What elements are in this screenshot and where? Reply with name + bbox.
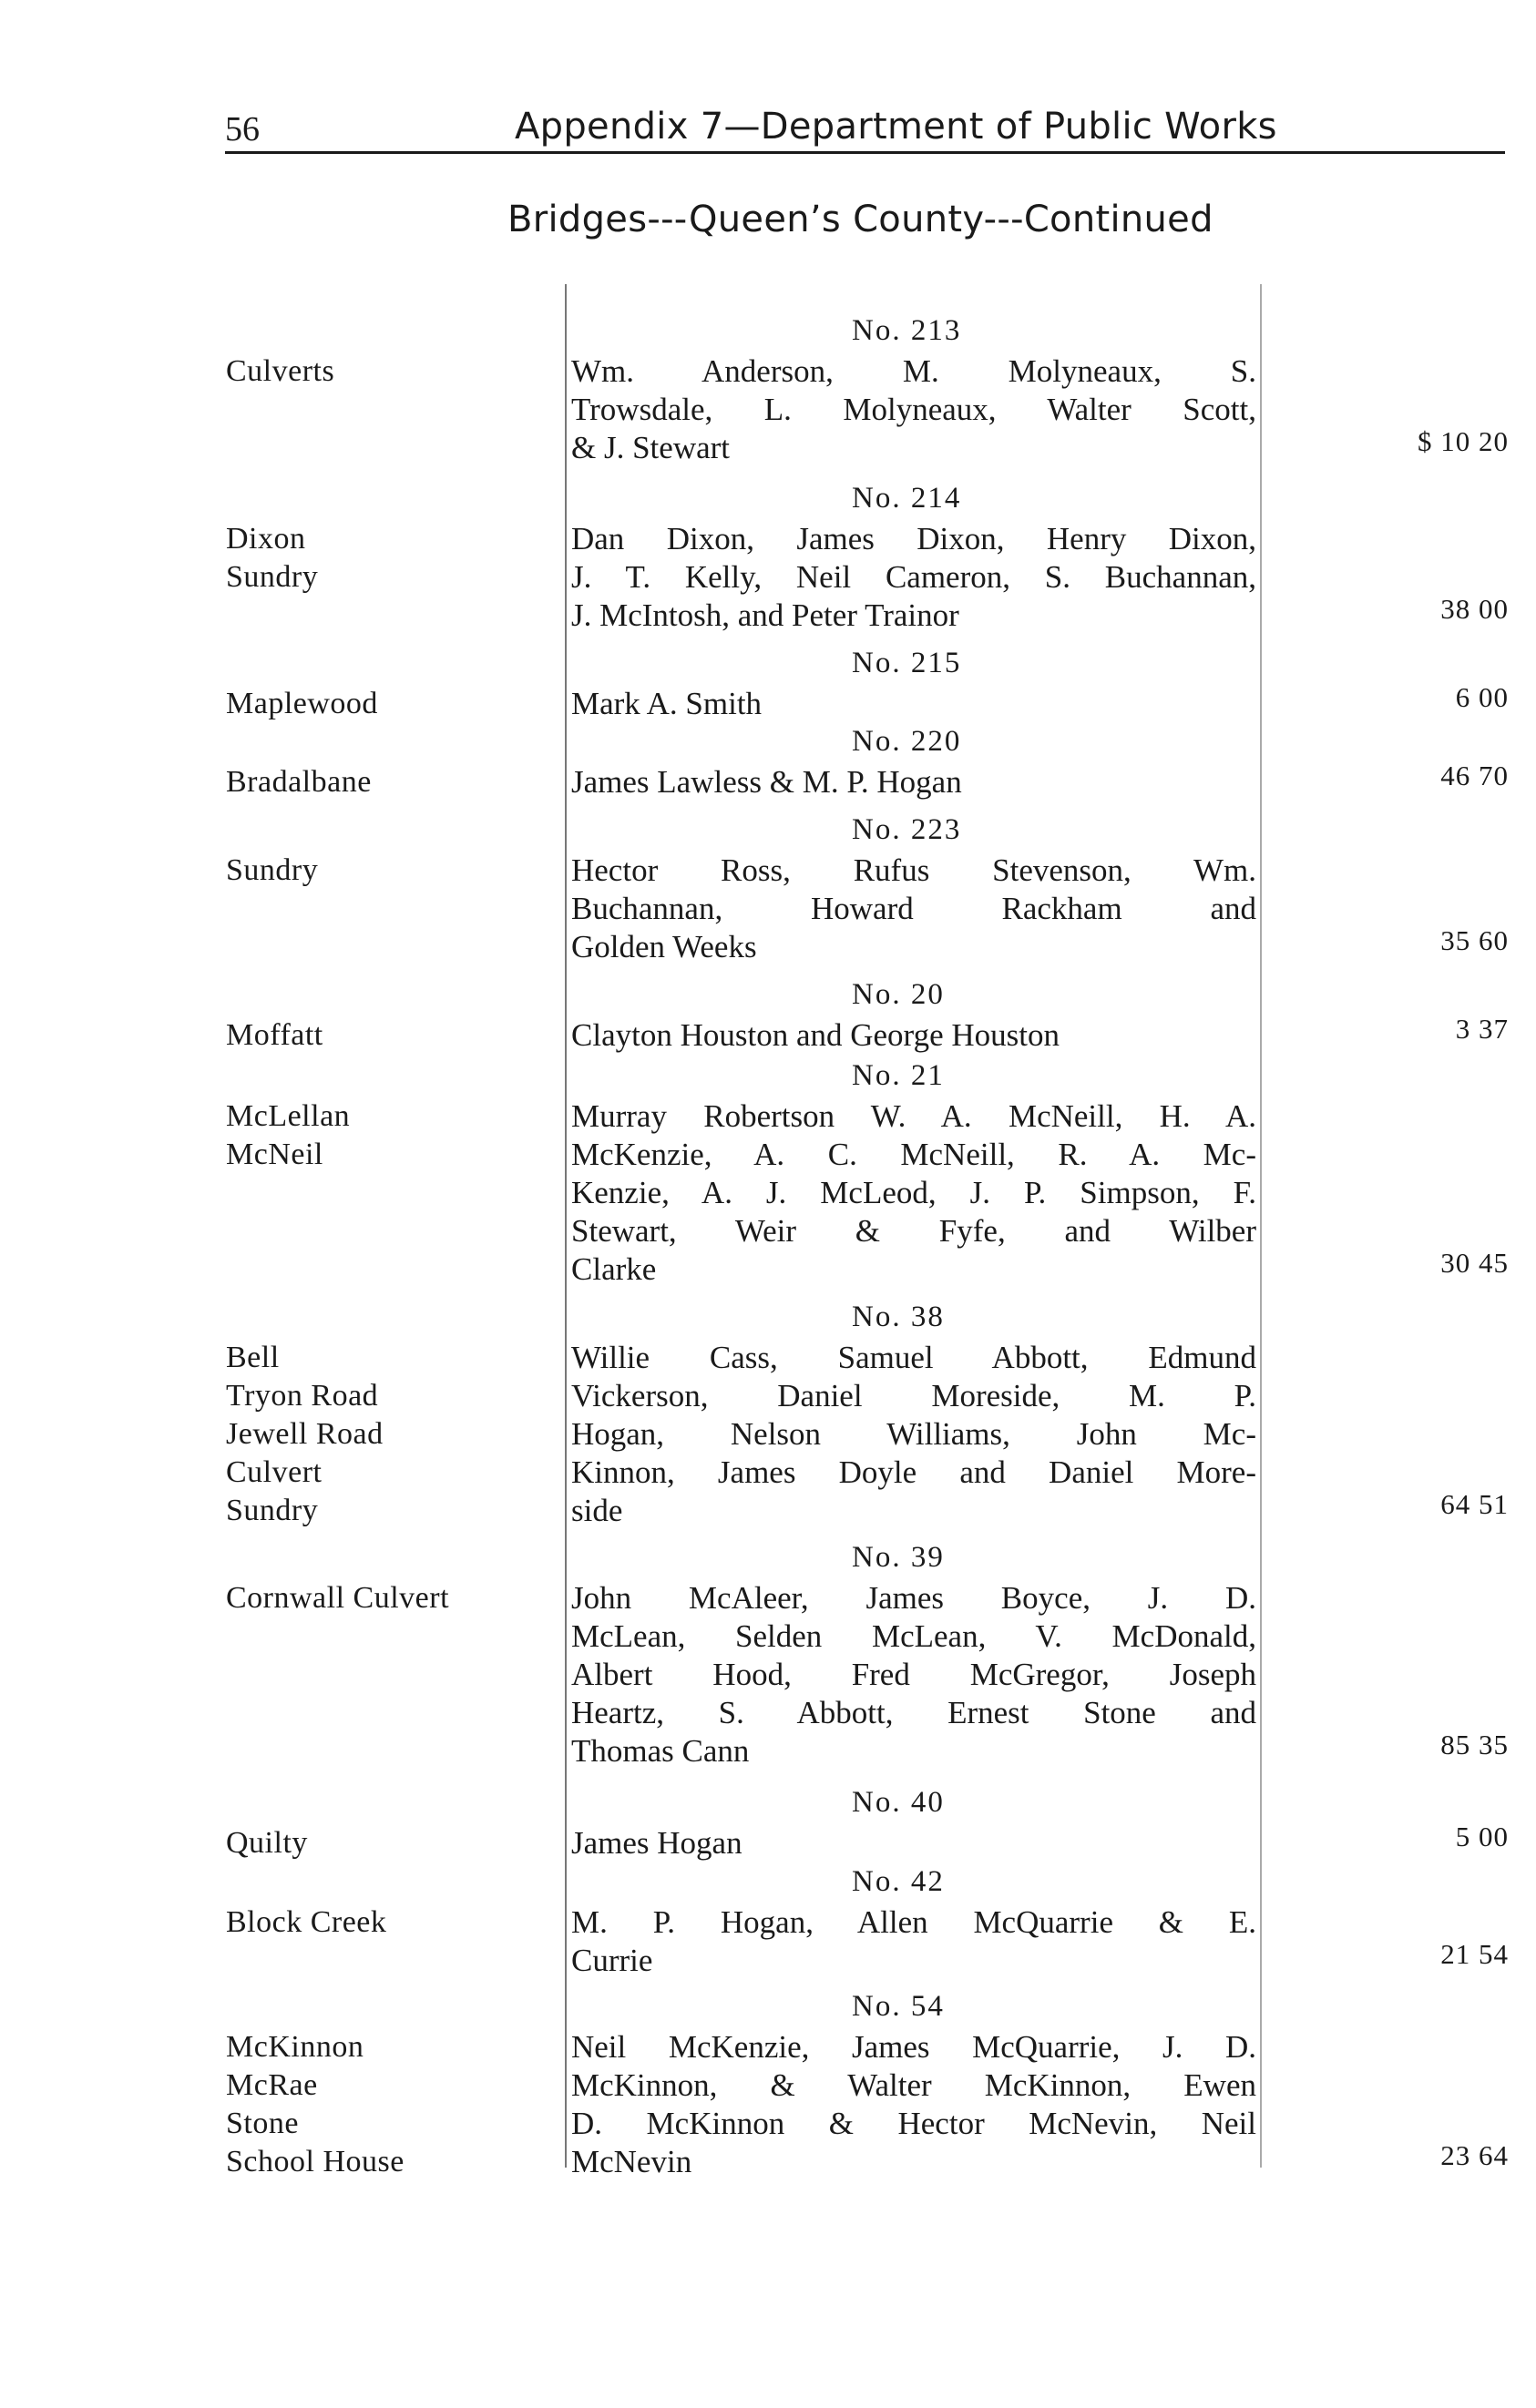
entry-number: No. 38 bbox=[852, 1301, 945, 1333]
name-line: James Lawless & M. P. Hogan bbox=[571, 764, 962, 800]
place-name: Culvert bbox=[226, 1455, 323, 1489]
name-line: Heartz, S. Abbott, Ernest Stone and bbox=[571, 1695, 1256, 1730]
place-name: Sundry bbox=[226, 853, 319, 887]
contractor-names bbox=[571, 1097, 1256, 1289]
name-line: Willie Cass, Samuel Abbott, Edmund bbox=[571, 1340, 1256, 1375]
name-line: Murray Robertson W. A. McNeill, H. A. bbox=[571, 1098, 1256, 1134]
name-line: M. P. Hogan, Allen McQuarrie & E. bbox=[571, 1904, 1256, 1940]
name-line: Vickerson, Daniel Moreside, M. P. bbox=[571, 1378, 1256, 1413]
entry-number: No. 215 bbox=[852, 647, 962, 679]
place-name: Tryon Road bbox=[226, 1379, 379, 1413]
name-line: Albert Hood, Fred McGregor, Joseph bbox=[571, 1657, 1256, 1692]
place-name: Bradalbane bbox=[226, 765, 372, 799]
entry-number: No. 223 bbox=[852, 813, 962, 846]
place-name: Moffatt bbox=[226, 1018, 323, 1052]
place-name: Jewell Road bbox=[226, 1417, 384, 1451]
name-line: John McAleer, James Boyce, J. D. bbox=[571, 1580, 1256, 1616]
running-head: Appendix 7—Department of Public Works bbox=[515, 106, 1277, 148]
contractor-names bbox=[571, 763, 1482, 801]
name-line: Wm. Anderson, M. Molyneaux, S. bbox=[571, 353, 1256, 389]
place-name: Sundry bbox=[226, 560, 319, 594]
contractor-names bbox=[571, 1016, 1482, 1055]
contractor-names bbox=[571, 852, 1256, 966]
amount: 64 51 bbox=[1440, 1488, 1509, 1520]
place-names bbox=[226, 1824, 308, 1862]
contractor-names bbox=[571, 1339, 1256, 1530]
name-line: J. McIntosh, and Peter Trainor bbox=[571, 597, 959, 633]
name-line: McKenzie, A. C. McNeill, R. A. Mc- bbox=[571, 1137, 1256, 1172]
amount-column-divider bbox=[1260, 284, 1262, 2168]
place-name: Quilty bbox=[226, 1826, 308, 1860]
name-line: Dan Dixon, James Dixon, Henry Dixon, bbox=[571, 521, 1256, 556]
name-line: Neil McKenzie, James McQuarrie, J. D. bbox=[571, 2029, 1256, 2065]
place-name: Culverts bbox=[226, 354, 335, 388]
name-line: Currie bbox=[571, 1943, 653, 1978]
name-line: Kinnon, James Doyle and Daniel More- bbox=[571, 1454, 1256, 1490]
contractor-names bbox=[571, 1579, 1256, 1770]
amount: 6 00 bbox=[1455, 681, 1509, 713]
name-line: J. T. Kelly, Neil Cameron, S. Buchannan, bbox=[571, 559, 1256, 595]
amount: 85 35 bbox=[1440, 1729, 1509, 1760]
place-names bbox=[226, 1339, 384, 1530]
name-line: Golden Weeks bbox=[571, 929, 757, 964]
place-name: School House bbox=[226, 2145, 404, 2178]
place-name: Block Creek bbox=[226, 1905, 387, 1939]
place-names bbox=[226, 1016, 323, 1055]
place-names bbox=[226, 852, 318, 890]
amount: 30 45 bbox=[1440, 1247, 1509, 1279]
name-line: McNevin bbox=[571, 2144, 692, 2179]
place-name: Stone bbox=[226, 2107, 299, 2140]
amount: 3 37 bbox=[1455, 1013, 1509, 1045]
place-name: McNeil bbox=[226, 1138, 323, 1171]
place-name: Cornwall Culvert bbox=[226, 1581, 450, 1615]
place-name: Maplewood bbox=[226, 687, 378, 720]
entry-number: No. 42 bbox=[852, 1865, 945, 1898]
name-line: James Hogan bbox=[571, 1825, 742, 1861]
place-names bbox=[226, 1097, 350, 1174]
name-line: Trowsdale, L. Molyneaux, Walter Scott, bbox=[571, 392, 1256, 427]
name-line: side bbox=[571, 1493, 623, 1528]
name-line: & J. Stewart bbox=[571, 430, 731, 465]
header-rule bbox=[225, 151, 1505, 154]
place-name: Sundry bbox=[226, 1494, 319, 1527]
contractor-names bbox=[571, 685, 1482, 723]
column-divider bbox=[565, 284, 567, 2168]
entry-number: No. 21 bbox=[852, 1059, 945, 1092]
place-names bbox=[226, 2028, 404, 2181]
entry-number: No. 39 bbox=[852, 1541, 945, 1574]
name-line: Kenzie, A. J. McLeod, J. P. Simpson, F. bbox=[571, 1175, 1256, 1210]
place-names bbox=[226, 1903, 386, 1942]
amount: 5 00 bbox=[1455, 1821, 1509, 1852]
place-name: McKinnon bbox=[226, 2030, 364, 2064]
contractor-names bbox=[571, 1903, 1256, 1980]
place-names bbox=[226, 520, 318, 597]
place-names bbox=[226, 1579, 449, 1617]
name-line: Stewart, Weir & Fyfe, and Wilber bbox=[571, 1213, 1256, 1249]
name-line: Mark A. Smith bbox=[571, 686, 763, 721]
amount: 23 64 bbox=[1440, 2139, 1509, 2171]
contractor-names bbox=[571, 352, 1256, 467]
contractor-names bbox=[571, 1824, 1482, 1862]
amount: 21 54 bbox=[1440, 1938, 1509, 1970]
entry-number: No. 20 bbox=[852, 978, 945, 1011]
amount: 38 00 bbox=[1440, 593, 1509, 625]
amount: $ 10 20 bbox=[1418, 425, 1509, 457]
name-line: McKinnon, & Walter McKinnon, Ewen bbox=[571, 2067, 1256, 2103]
place-name: McRae bbox=[226, 2068, 318, 2102]
page-number: 56 bbox=[225, 110, 260, 148]
name-line: Thomas Cann bbox=[571, 1733, 750, 1769]
name-line: Hogan, Nelson Williams, John Mc- bbox=[571, 1416, 1256, 1452]
name-line: McLean, Selden McLean, V. McDonald, bbox=[571, 1618, 1256, 1654]
amount: 46 70 bbox=[1440, 760, 1509, 791]
entry-number: No. 220 bbox=[852, 725, 962, 758]
contractor-names bbox=[571, 2028, 1256, 2181]
place-names bbox=[226, 352, 334, 391]
amount: 35 60 bbox=[1440, 924, 1509, 956]
contractor-names bbox=[571, 520, 1256, 635]
section-title: Bridges---Queen’s County---Continued bbox=[507, 199, 1213, 240]
entry-number: No. 54 bbox=[852, 1990, 945, 2023]
place-name: McLellan bbox=[226, 1099, 351, 1133]
entry-number: No. 214 bbox=[852, 482, 962, 515]
entry-number: No. 40 bbox=[852, 1786, 945, 1819]
place-names bbox=[226, 685, 378, 723]
name-line: Clarke bbox=[571, 1251, 657, 1287]
name-line: Hector Ross, Rufus Stevenson, Wm. bbox=[571, 852, 1256, 888]
place-name: Bell bbox=[226, 1341, 280, 1374]
place-name: Dixon bbox=[226, 522, 306, 556]
name-line: Clayton Houston and George Houston bbox=[571, 1017, 1060, 1053]
name-line: D. McKinnon & Hector McNevin, Neil bbox=[571, 2106, 1256, 2141]
entry-number: No. 213 bbox=[852, 314, 962, 347]
place-names bbox=[226, 763, 372, 801]
name-line: Buchannan, Howard Rackham and bbox=[571, 891, 1256, 926]
